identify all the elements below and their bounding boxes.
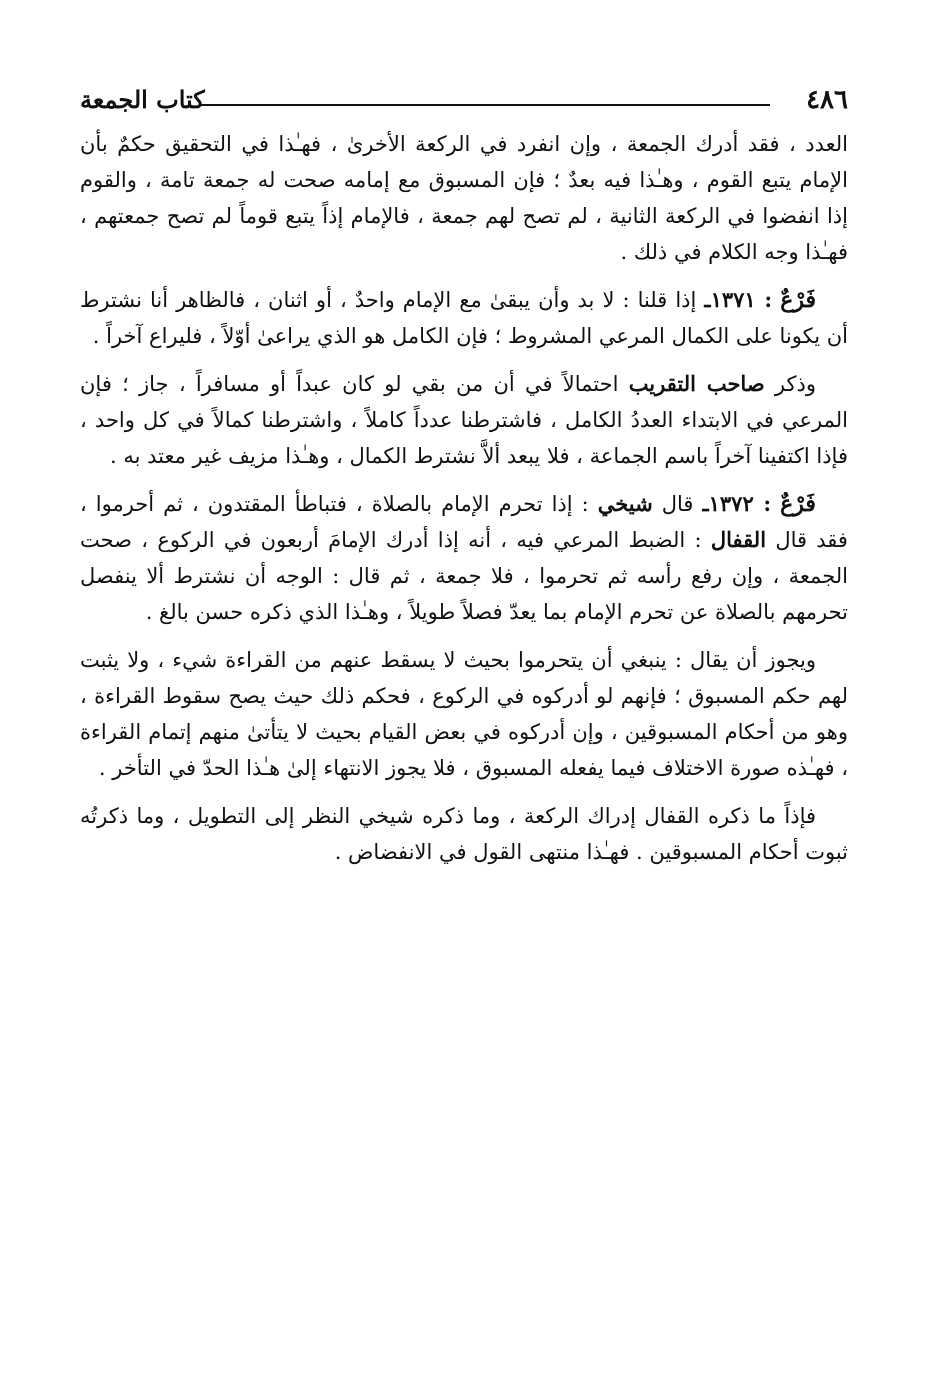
- page-number: ٤٨٦: [806, 85, 848, 115]
- far-heading: فَرْعٌ: [780, 287, 816, 313]
- paragraph-text: العدد ، فقد أدرك الجمعة ، وإن انفرد في الركعة الأخرىٰ ، فهـٰذا في التحقيق حكمٌ بأن الإمام يتبع القوم ، وهـٰذا فيه بعدٌ ؛ فإن المسبوق مع إمامه صحت له جمعة تامة ، والقوم إذا انفضوا في الركعة الثانية ، لم تصح لهم جمعة ، فالإمام إذاً يتبع قوماً لم تصح جمعتهم ، فهـٰذا وجه الكلام في ذلك .: [80, 132, 848, 264]
- paragraph-text: ويجوز أن يقال : ينبغي أن يتحرموا بحيث لا يسقط عنهم من القراءة شيء ، ولا يثبت لهم حكم المسبوق ؛ فإنهم لو أدركوه في الركوع ، فحكم ذلك حيث يصح سقوط القراءة ، وهو من أحكام المسبوقين ، وإن أدركوه في بعض القيام بحيث لا يتأتىٰ منهم إتمام القراءة ، فهـٰذه صورة الاختلاف فيما يفعله المسبوق ، فلا يجوز الانتهاء إلىٰ هـٰذا الحدّ في التأخر .: [80, 648, 848, 780]
- paragraph-text: وذكر: [774, 372, 816, 396]
- book-title: كتاب الجمعة: [80, 85, 205, 114]
- bold-name: شيخي: [597, 491, 653, 516]
- issue-number: : ١٣٧٢ـ: [702, 491, 772, 516]
- paragraph-5: [80, 642, 848, 786]
- paragraph-text: : الضبط المرعي فيه ، أنه إذا أدرك الإمامَ أربعون في الركوع ، صحت الجمعة ، وإن رفع رأسه ثم تحرموا ، فلا جمعة ، ثم قال : الوجه أن نشترط ألا ينفصل تحرمهم بالصلاة عن تحرم الإمام بما يعدّ فصلاً طويلاً ، وهـٰذا الذي ذكره حسن بالغ .: [80, 528, 848, 624]
- body-text: [80, 126, 848, 882]
- paragraph-6: [80, 798, 848, 870]
- header-rule: [200, 104, 770, 106]
- paragraph-2: [80, 282, 848, 354]
- bold-name: القفال: [710, 527, 767, 552]
- paragraph-text: إذا قلنا : لا بد وأن يبقىٰ مع الإمام واحدٌ ، أو اثنان ، فالظاهر أنا نشترط أن يكونا على الكمال المرعي المشروط ؛ فإن الكامل هو الذي يراعىٰ أوّلاً ، فليراع آخراً .: [80, 288, 848, 348]
- paragraph-4: [80, 486, 848, 630]
- paragraph-text: : إذا تحرم الإمام بالصلاة ، فتباطأ المقتدون ، ثم أحرموا ، فقد قال: [80, 492, 848, 552]
- far-heading: فَرْعٌ: [780, 491, 816, 517]
- paragraph-text: احتمالاً في أن من بقي لو كان عبداً أو مسافراً ، جاز ؛ فإن المرعي في الابتداء العددُ الكامل ، فاشترطنا عدداً كاملاً ، واشترطنا كمالاً في كل واحد ، فإذا اكتفينا آخراً باسم الجماعة ، فلا يبعد ألاَّ نشترط الكمال ، وهـٰذا مزيف غير معتد به .: [80, 372, 848, 468]
- page-header: [80, 82, 848, 118]
- paragraph-1: [80, 126, 848, 270]
- issue-number: : ١٣٧١ـ: [704, 287, 773, 312]
- paragraph-text: فإذاً ما ذكره القفال إدراك الركعة ، وما ذكره شيخي النظر إلى التطويل ، وما ذكرتُه ثبوت أحكام المسبوقين . فهـٰذا منتهى القول في الانفضاض .: [80, 804, 848, 864]
- paragraph-text: قال: [661, 492, 694, 516]
- paragraph-3: [80, 366, 848, 474]
- bold-name: صاحب التقريب: [628, 371, 765, 396]
